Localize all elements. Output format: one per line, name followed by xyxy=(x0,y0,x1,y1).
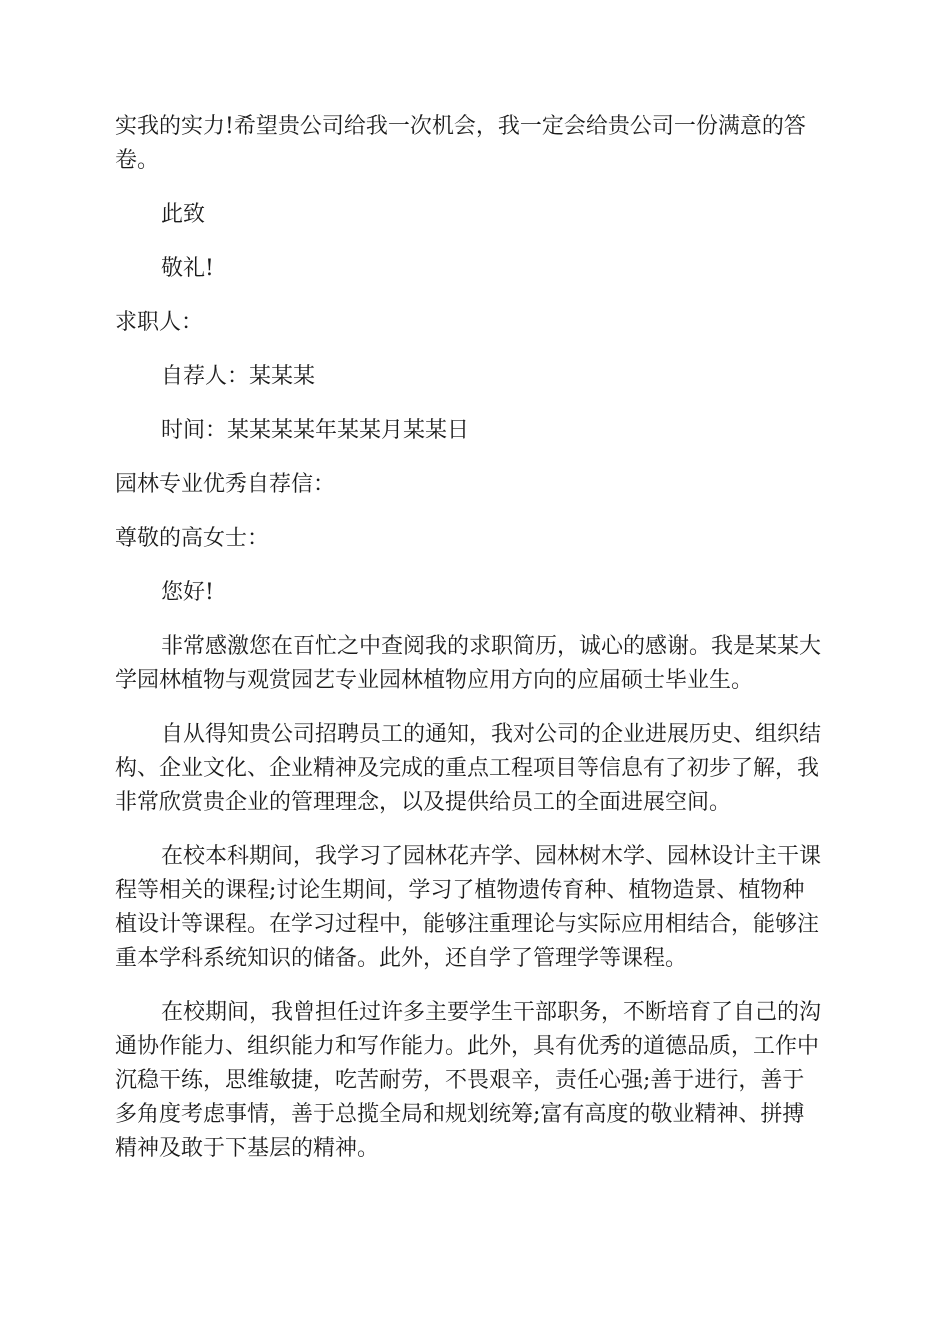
text-line: 多角度考虑事情，善于总揽全局和规划统筹;富有高度的敬业精神、拼搏 xyxy=(115,1102,805,1127)
date-block xyxy=(115,414,835,448)
text-line: 非常感激您在百忙之中查阅我的求职简历，诚心的感谢。我是某某大 xyxy=(161,634,822,659)
text-line: 实我的实力!希望贵公司给我一次机会，我一定会给贵公司一份满意的答 xyxy=(115,114,806,139)
closing-paragraph xyxy=(115,110,835,178)
text-line: 学园林植物与观赏园艺专业园林植物应用方向的应届硕士毕业生。 xyxy=(115,668,754,693)
text-line: 重本学科系统知识的储备。此外，还自学了管理学等课程。 xyxy=(115,946,688,971)
body-paragraph xyxy=(115,630,835,698)
salute-block xyxy=(115,252,835,286)
closing-phrase: 此致 xyxy=(161,202,206,227)
text-line: 植设计等课程。在学习过程中，能够注重理论与实际应用相结合，能够注 xyxy=(115,912,820,937)
text-line: 非常欣赏贵企业的管理理念，以及提供给员工的全面进展空间。 xyxy=(115,790,732,815)
text-line: 卷。 xyxy=(115,148,160,173)
text-line: 精神及敢于下基层的精神。 xyxy=(115,1136,380,1161)
body-paragraph xyxy=(115,840,835,976)
closing-block xyxy=(115,198,835,232)
document-page xyxy=(115,110,835,1186)
greeting: 尊敬的高女士： xyxy=(115,526,270,551)
text-line: 在校本科期间，我学习了园林花卉学、园林树木学、园林设计主干课 xyxy=(161,844,822,869)
body-paragraph xyxy=(115,996,835,1166)
applicant-label: 求职人： xyxy=(115,310,204,335)
text-line: 自从得知贵公司招聘员工的通知，我对公司的企业进展历史、组织结 xyxy=(161,722,822,747)
recommender-name: 自荐人：某某某 xyxy=(161,364,316,389)
letter-title-block xyxy=(115,468,835,502)
applicant-block xyxy=(115,306,835,340)
letter-title: 园林专业优秀自荐信： xyxy=(115,472,336,497)
hello-block xyxy=(115,576,835,610)
recommender-block xyxy=(115,360,835,394)
text-line: 构、企业文化、企业精神及完成的重点工程项目等信息有了初步了解，我 xyxy=(115,756,820,781)
hello: 您好! xyxy=(161,580,214,605)
salute-phrase: 敬礼! xyxy=(161,256,214,281)
greeting-block xyxy=(115,522,835,556)
text-line: 沉稳干练，思维敏捷，吃苦耐劳，不畏艰辛，责任心强;善于进行，善于 xyxy=(115,1068,805,1093)
text-line: 通协作能力、组织能力和写作能力。此外，具有优秀的道德品质，工作中 xyxy=(115,1034,820,1059)
text-line: 在校期间，我曾担任过许多主要学生干部职务，不断培育了自己的沟 xyxy=(161,1000,822,1025)
text-line: 程等相关的课程;讨论生期间，学习了植物遗传育种、植物造景、植物种 xyxy=(115,878,805,903)
letter-date: 时间：某某某某年某某月某某日 xyxy=(161,418,470,443)
body-paragraph xyxy=(115,718,835,820)
